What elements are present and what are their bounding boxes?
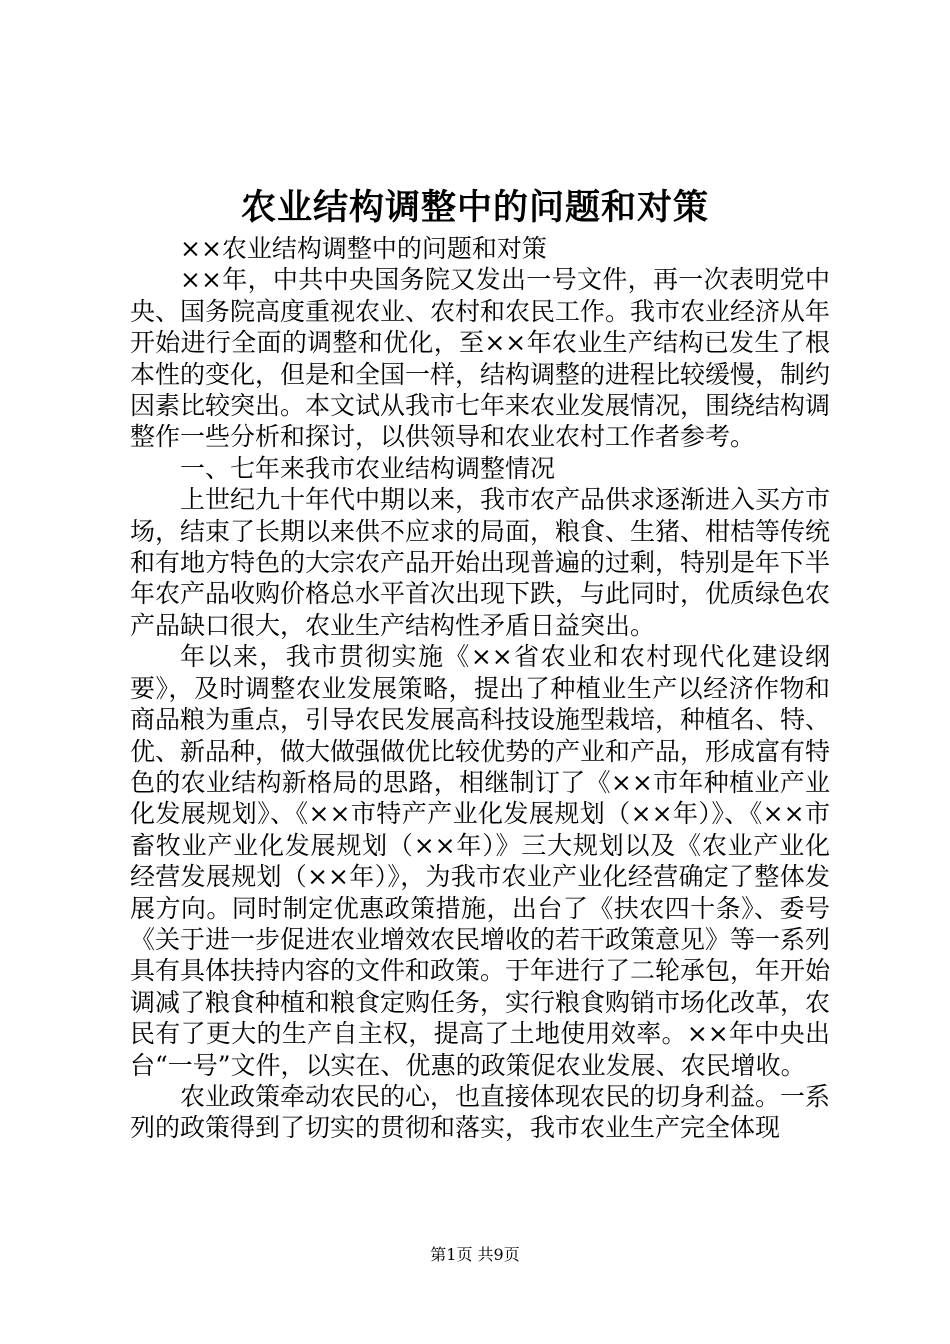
page-number: 第1页 共9页 xyxy=(430,1245,520,1264)
document-title: 农业结构调整中的问题和对策 xyxy=(240,187,709,228)
body-paragraph: ××年，中共中央国务院又发出一号文件，再一次表明党中央、国务院高度重视农业、农村和农民工作。我市农业经济从年开始进行全面的调整和优化，至××年农业生产结构已发生了根本性的变化，但是和全国一样，结构调整的进程比较缓慢，制约因素比较突出。本文试从我市七年来农业发展情况，围绕结构调整作一些分析和探讨，以供领导和农业农村工作者参考。 xyxy=(130,265,831,452)
body-paragraph: 上世纪九十年代中期以来，我市农产品供求逐渐进入买方市场，结束了长期以来供不应求的局面，粮食、生猪、柑桔等传统和有地方特色的大宗农产品开始出现普遍的过剩，特别是年下半年农产品收购价格总水平首次出现下跌，与此同时，优质绿色农产品缺口很大，农业生产结构性矛盾日益突出。 xyxy=(130,485,831,640)
section-heading: 一、七年来我市农业结构调整情况 xyxy=(180,453,556,483)
body-paragraph: 年以来，我市贯彻实施《××省农业和农村现代化建设纲要》，及时调整农业发展策略，提出了种植业生产以经济作物和商品粮为重点，引导农民发展高科技设施型栽培，种植名、特、优、新品种，做大做强做优比较优势的产业和产品，形成富有特色的农业结构新格局的思路，相继制订了《××市年种植业产业化发展规划》、《××市特产产业化发展规划（××年）》、《××市畜牧业产业化发展规划（××年）》三大规划以及《农业产业化经营发展规划（××年）》，为我市农业产业化经营确定了整体发展方向。同时制定优惠政策措施，出台了《扶农四十条》、委号《关于进一步促进农业增效农民增收的若干政策意见》等一系列具有具体扶持内容的文件和政策。于年进行了二轮承包，年开始调减了粮食种植和粮食定购任务，实行粮食购销市场化改革，农民有了更大的生产自主权，提高了土地使用效率。××年中央出台“一号”文件，以实在、优惠的政策促农业发展、农民增收。 xyxy=(130,642,831,1080)
subtitle-paragraph: ××农业结构调整中的问题和对策 xyxy=(180,234,547,263)
document-body xyxy=(130,233,830,1144)
body-paragraph: 农业政策牵动农民的心，也直接体现农民的切身利益。一系列的政策得到了切实的贯彻和落实，我市农业生产完全体现 xyxy=(130,1081,831,1143)
